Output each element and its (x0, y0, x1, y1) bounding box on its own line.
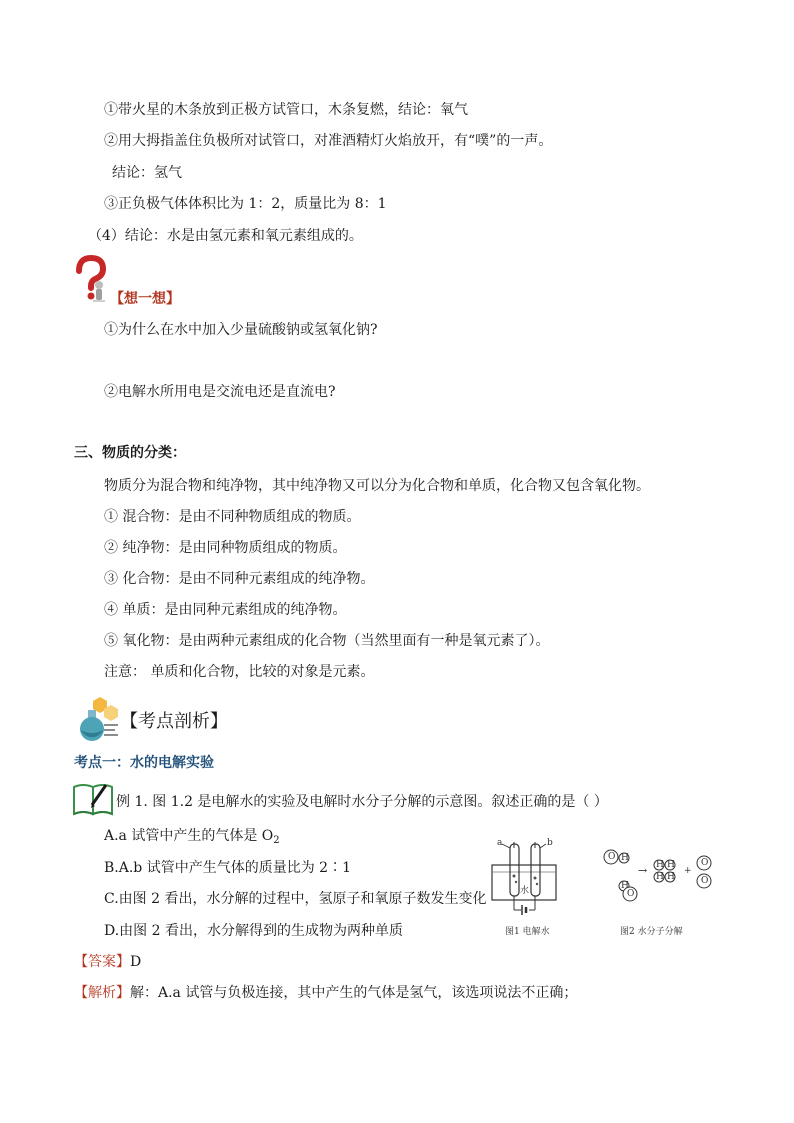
atom-o-2: O (627, 889, 635, 899)
atom-h-4: H (667, 860, 675, 870)
atom-o-4: O (701, 876, 709, 886)
classification-intro: 物质分为混合物和纯净物，其中纯净物又可以分为化合物和单质，化合物又包含氧化物。 (104, 478, 650, 494)
exam-point-1: 考点一：水的电解实验 (74, 755, 214, 771)
tube-a-label: a (497, 838, 503, 848)
atom-h-6: H (667, 872, 675, 882)
atom-h-5: H (656, 872, 664, 882)
hydrogen-conclusion: 结论：氢气 (112, 165, 182, 181)
figure-2-caption: 图2 水分子分解 (620, 927, 683, 937)
option-a: A.a 试管中产生的气体是 $O_2$ (104, 828, 280, 846)
option-b: B.A.b 试管中产生气体的质量比为 2∶1 (104, 860, 351, 876)
classification-heading: 三、物质的分类： (74, 445, 186, 461)
explanation-label: 【解析】 (74, 985, 130, 1001)
atom-o-3: O (701, 858, 709, 868)
classification-note: 注意： 单质和化合物，比较的对象是元素。 (104, 664, 375, 680)
answer-value: D (130, 954, 142, 970)
explanation-text: 解：A.a 试管与负极连接，其中产生的气体是氢气，该选项说法不正确； (130, 985, 578, 1001)
example-question: 例 1. 图 1.2 是电解水的实验及电解时水分子分解的示意图。叙述正确的是（ ） (116, 794, 608, 810)
option-d: D.由图 2 看出，水分解得到的生成物为两种单质 (104, 923, 403, 939)
atom-h-3: H (656, 860, 664, 870)
electrolysis-conclusion: （4）结论：水是由氢元素和氧元素组成的。 (88, 228, 363, 244)
electrolysis-apparatus-figure (488, 840, 568, 922)
water-label: 水 (520, 886, 530, 896)
reaction-arrow: → (638, 864, 648, 877)
explanation-line (74, 983, 577, 1003)
question-mark-icon (72, 255, 110, 303)
test-positive-line: ①带火星的木条放到正极方试管口，木条复燃，结论：氧气 (104, 102, 468, 118)
figure-1-caption: 图1 电解水 (505, 927, 550, 937)
test-negative-line: ②用大拇指盖住负极所对试管口，对准酒精灯火焰放开，有“噗”的一声。 (104, 133, 553, 149)
think-question-1: ①为什么在水中加入少量硫酸钠或氢氧化钠? (104, 322, 378, 338)
book-pencil-icon (72, 781, 116, 817)
option-c: C.由图 2 看出，水分解的过程中，氢原子和氧原子数发生变化 (104, 891, 487, 907)
tube-b-label: b (547, 838, 553, 848)
answer-label: 【答案】 (74, 954, 130, 970)
flask-icon (74, 696, 120, 742)
classification-item-mixture: ① 混合物：是由不同种物质组成的物质。 (104, 509, 361, 525)
classification-item-oxide: ⑤ 氧化物：是由两种元素组成的化合物（当然里面有一种是氧元素了）。 (104, 633, 550, 649)
classification-item-pure: ② 纯净物：是由同种物质组成的物质。 (104, 540, 347, 556)
analysis-heading: 【考点剖析】 (120, 711, 228, 732)
think-question-2: ②电解水所用电是交流电还是直流电? (104, 384, 336, 400)
reaction-plus: + (684, 866, 692, 876)
classification-item-compound: ③ 化合物：是由不同种元素组成的纯净物。 (104, 571, 375, 587)
atom-h-2: H (621, 881, 629, 891)
classification-item-element: ④ 单质：是由同种元素组成的纯净物。 (104, 602, 347, 618)
think-title: 【想一想】 (110, 291, 180, 307)
ratio-line: ③正负极气体体积比为 1：2，质量比为 8：1 (104, 196, 387, 212)
atom-h-1: H (621, 853, 629, 863)
atom-o-1: O (608, 852, 616, 862)
water-decomposition-figure (602, 848, 720, 908)
answer-line (74, 952, 141, 972)
